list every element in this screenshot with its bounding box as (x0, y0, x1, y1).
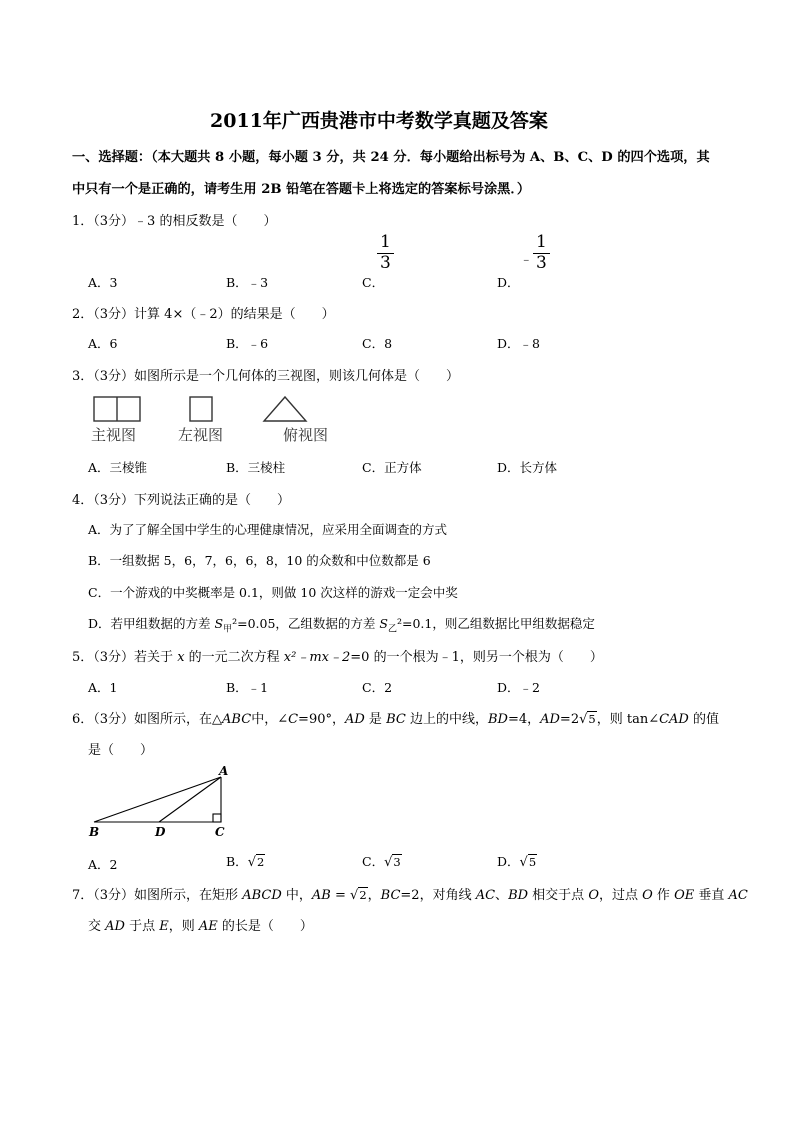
q5-option-a: A．1 (88, 680, 118, 695)
q4-option-d (88, 614, 595, 635)
fraction-numerator: 1 (533, 234, 550, 254)
q4-d-prefix: D．若甲组数据的方差 (88, 616, 215, 631)
angle-vertex: C (288, 712, 299, 727)
text-segment: 边上的中线， (405, 712, 488, 727)
top-view-label: 俯视图 (283, 426, 329, 444)
q5-option-b: B．﹣1 (226, 680, 269, 695)
q5-option-d: D．﹣2 (497, 680, 540, 695)
variance-symbol: S (379, 616, 388, 631)
vertex-label-c: C (215, 825, 225, 839)
vertex-label-a: A (219, 764, 229, 778)
text-segment: 交 (88, 919, 106, 934)
q6-option-c: C．√3 (362, 854, 401, 870)
q3-option-b: B．三棱柱 (226, 460, 286, 475)
point-name: O (588, 888, 599, 903)
section-heading-line1: 一、选择题：（本大题共 8 小题，每小题 3 分，共 24 分．每小题给出标号为 A、B、C、D 的四个选项，其 (72, 150, 710, 165)
fraction-denominator: 3 (536, 252, 547, 273)
q6-stem-line1 (72, 708, 719, 727)
text-segment: 7．（3分）如图所示，在矩形 (72, 888, 243, 903)
q4-stem: 4．（3分）下列说法正确的是（ ） (72, 493, 291, 508)
q5-stem (72, 646, 603, 665)
text-segment: 相交于点 (528, 888, 589, 903)
text-segment: =4， (507, 712, 541, 727)
equation-expression: x²﹣mx﹣2 (283, 650, 351, 665)
q1-option-c-prefix: C． (362, 275, 385, 290)
segment-name: AB (311, 888, 331, 903)
q3-option-a: A．三棱锥 (88, 460, 148, 475)
triangle-figure (84, 764, 244, 840)
option-prefix: B． (226, 854, 248, 869)
variance-symbol: S (214, 616, 224, 631)
front-view-label: 主视图 (91, 426, 137, 444)
q7-stem-line1 (72, 884, 748, 903)
section-heading-line2: 中只有一个是正确的，请考生用 2B 铅笔在答题卡上将选定的答案标号涂黑．） (72, 182, 531, 197)
segment-name: BD (508, 888, 529, 903)
q4-d-middle: ²=0.05，乙组数据的方差 (232, 616, 380, 631)
radicand: 5 (528, 855, 537, 869)
segment-name: BD (487, 712, 508, 727)
q6-option-b: B．√2 (226, 854, 265, 870)
text-segment: 的值 (688, 712, 719, 727)
option-prefix: C． (362, 854, 385, 869)
right-angle-mark (213, 814, 221, 822)
text-segment: 6．（3分）如图所示，在△ (72, 712, 223, 727)
text-segment: ，则 tan∠ (596, 712, 660, 727)
segment-name: BC (380, 888, 401, 903)
q6-option-a: A．2 (88, 857, 118, 872)
radicand: 2 (359, 888, 367, 902)
three-view-figure (88, 394, 348, 426)
segment-name: BC (386, 712, 406, 727)
q6-stem-line2: 是（ ） (88, 743, 154, 758)
q1-option-d-fraction (533, 234, 550, 273)
q6-option-d: D．√5 (497, 854, 537, 870)
radicand: 5 (588, 712, 596, 726)
triangle-name: ABC (222, 712, 252, 727)
point-name: E (159, 919, 169, 934)
q7-stem-line2 (88, 915, 313, 934)
text-segment: 、 (495, 888, 509, 903)
q4-option-b: B．一组数据 5，6，7，6，6，8，10 的众数和中位数都是 6 (88, 553, 431, 568)
option-prefix: D． (497, 854, 520, 869)
fraction-denominator: 3 (380, 252, 391, 273)
text-segment: =2 (559, 712, 580, 727)
q2-option-a: A．6 (88, 336, 118, 351)
text-segment: 中， (281, 888, 312, 903)
segment-name: OE (674, 888, 695, 903)
text-segment: 的一元二次方程 (184, 650, 284, 665)
text-segment: =2，对角线 (400, 888, 476, 903)
text-segment: = (330, 888, 351, 903)
segment-name: AD (344, 712, 365, 727)
segment-ab (94, 777, 221, 822)
q3-option-c: C．正方体 (362, 460, 422, 475)
text-segment: 5．（3分）若关于 (72, 650, 178, 665)
text-segment: 的长是（ ） (217, 919, 313, 934)
variable-x: x (177, 650, 185, 665)
text-segment: ，过点 (598, 888, 643, 903)
q1-option-a: A．3 (88, 275, 118, 290)
q2-option-d: D．﹣8 (497, 336, 540, 351)
sqrt-expression: √2 (350, 888, 367, 903)
top-view-shape (264, 397, 306, 421)
side-view-shape (190, 397, 212, 421)
q4-d-end: ²=0.1，则乙组数据比甲组数据稳定 (396, 616, 595, 631)
text-segment: 中，∠ (251, 712, 289, 727)
q1-option-b: B．﹣3 (226, 275, 269, 290)
radicand: 2 (256, 855, 265, 869)
text-segment: =0 的一个根为﹣1，则另一个根为（ ） (350, 650, 603, 665)
q3-stem: 3．（3分）如图所示是一个几何体的三视图，则该几何体是（ ） (72, 369, 460, 384)
text-segment: 是 (364, 712, 387, 727)
q2-option-b: B．﹣6 (226, 336, 269, 351)
radicand: 3 (393, 855, 401, 869)
segment-name: AC (475, 888, 496, 903)
q3-option-d: D．长方体 (497, 460, 558, 475)
segment-name: AE (198, 919, 218, 934)
text-segment: 于点 (124, 919, 160, 934)
q2-stem: 2．（3分）计算 4×（﹣2）的结果是（ ） (72, 307, 335, 322)
q1-option-c-fraction (377, 234, 394, 273)
vertex-label-b: B (89, 825, 100, 839)
sqrt-expression: √5 (579, 712, 596, 727)
vertex-label-d: D (155, 825, 166, 839)
q1-option-d-prefix: D． (497, 275, 520, 290)
text-segment: 作 (652, 888, 675, 903)
side-view-label: 左视图 (178, 426, 224, 444)
q4-option-c: C．一个游戏的中奖概率是 0.1，则做 10 次这样的游戏一定会中奖 (88, 585, 458, 600)
q4-option-a: A．为了了解全国中学生的心理健康情况，应采用全面调查的方式 (88, 522, 448, 537)
text-segment: ， (367, 888, 381, 903)
text-segment: 垂直 (694, 888, 729, 903)
variance-subscript: 乙 (387, 624, 397, 635)
text-segment: ，则 (168, 919, 199, 934)
angle-name: CAD (659, 712, 689, 727)
fraction-numerator: 1 (377, 234, 394, 254)
text-segment: =90°， (298, 712, 345, 727)
segment-name: AD (105, 919, 125, 934)
q1-option-d-sign: ﹣ (520, 251, 533, 266)
variance-subscript: 甲 (223, 624, 233, 635)
segment-name: AC (728, 888, 748, 903)
rectangle-name: ABCD (242, 888, 282, 903)
page-title: 2011年广西贵港市中考数学真题及答案 (210, 110, 548, 132)
segment-name: AD (540, 712, 560, 727)
point-name: O (642, 888, 653, 903)
q2-option-c: C．8 (362, 336, 393, 351)
q1-stem: 1．（3分）﹣3 的相反数是（ ） (72, 214, 277, 229)
q5-option-c: C．2 (362, 680, 393, 695)
segment-ad (159, 777, 221, 822)
